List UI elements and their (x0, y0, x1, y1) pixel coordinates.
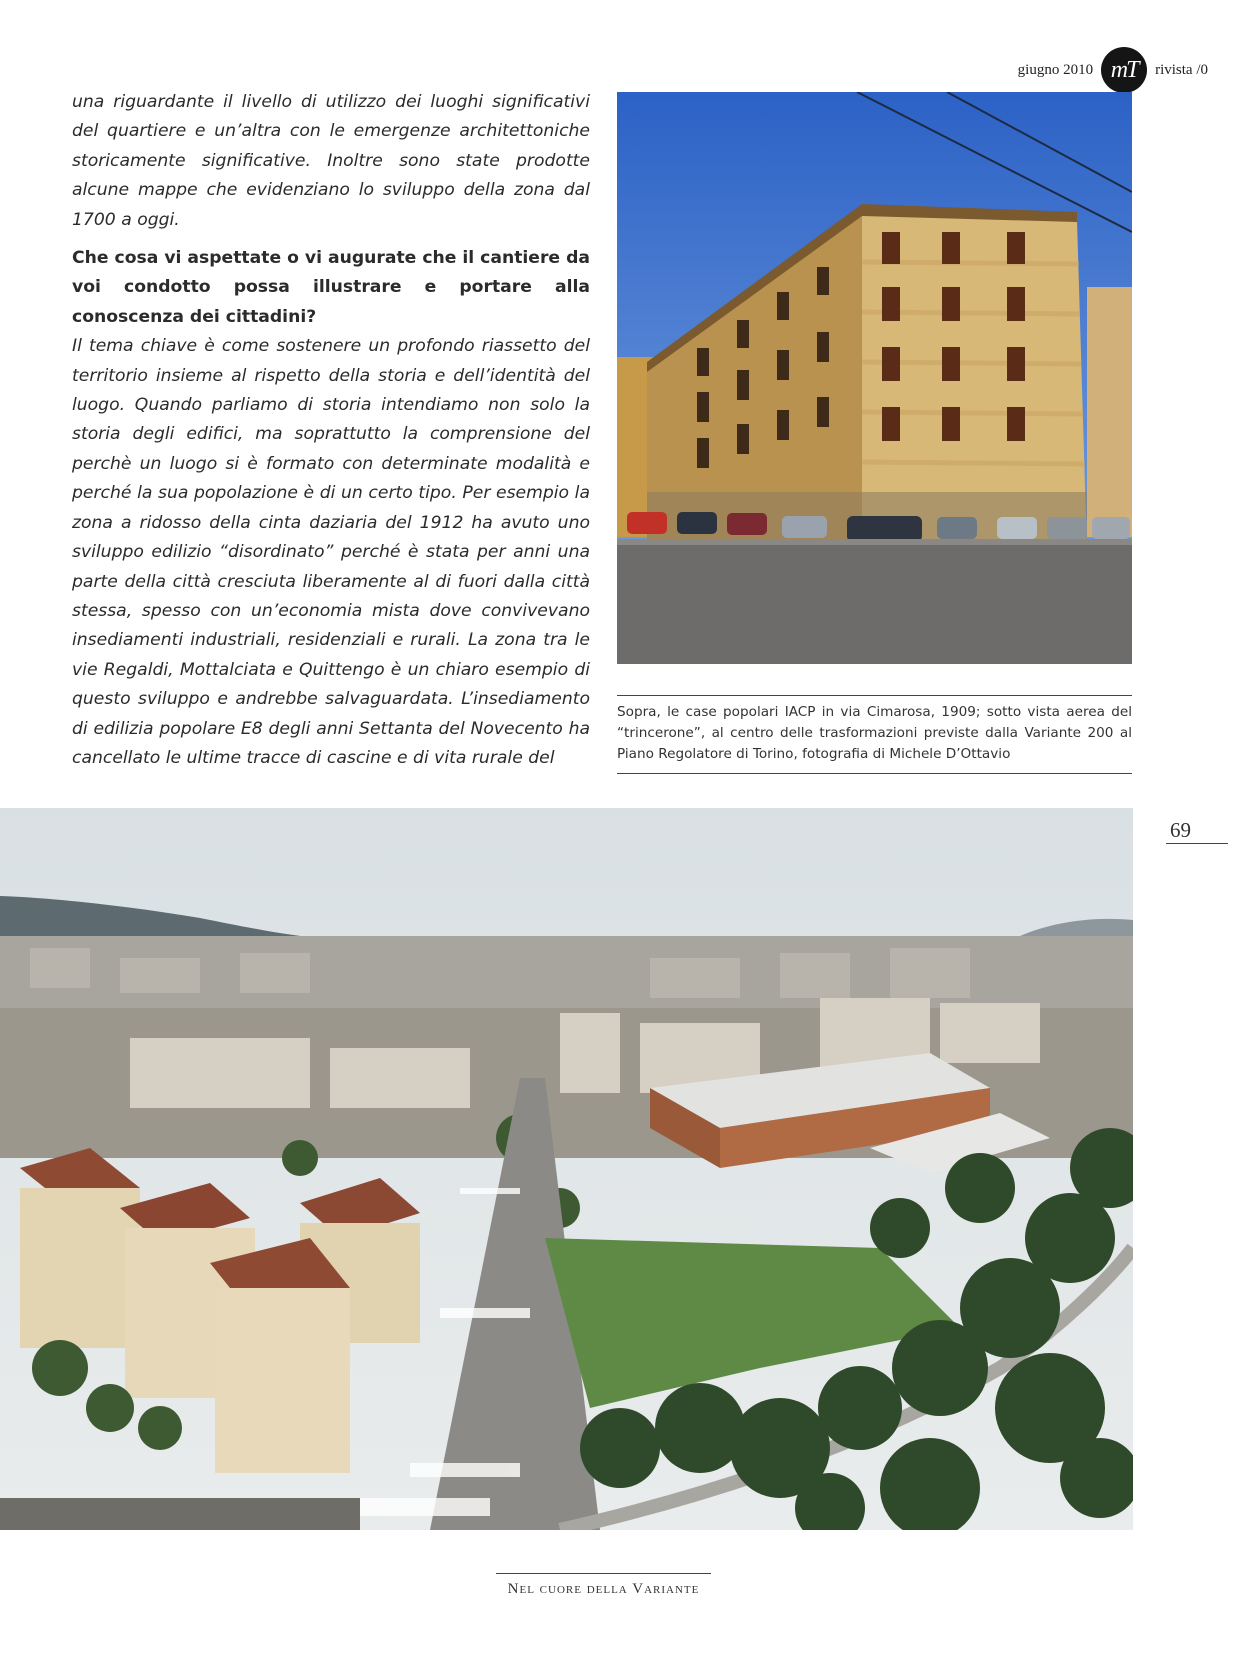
page-header (1018, 40, 1208, 100)
logo-text: mT (1110, 56, 1138, 83)
article-column (72, 88, 590, 773)
page-number: 69 (1166, 818, 1228, 844)
interview-question: Che cosa vi aspettate o vi augurate che il cantiere da voi condotto possa illustrare e portare alla conoscenza dei cittadini? (72, 248, 590, 327)
magazine-logo (1101, 47, 1147, 93)
issue-label: rivista /0 (1155, 61, 1208, 78)
photo-caption: Sopra, le case popolari IACP in via Cimarosa, 1909; sotto vista aerea del “trincerone”, al centro delle trasformazioni previste dalla Variante 200 al Piano Regolatore di Torino, fotografia di Michele D’Ottavio (617, 695, 1132, 774)
intro-paragraph: una riguardante il livello di utilizzo dei luoghi significativi del quartiere e un’altra con le emergenze architettoniche storicamente significative. Inoltre sono state prodotte alcune mappe che evidenziano lo sviluppo della zona dal 1700 a oggi. (72, 92, 590, 230)
page-footer: Nel cuore della Variante (496, 1573, 711, 1598)
interview-answer: Il tema chiave è come sostenere un profondo riassetto del territorio insieme al rispetto della storia e dell’identità del luogo. Quando parliamo di storia intendiamo non solo la storia degli edifici, ma soprattutto la comprensione del perchè un luogo si è formato con determinate modalità e perché la sua popolazione è di un certo tipo. Per esempio la zona a ridosso della cinta daziaria del 1912 ha avuto uno sviluppo edilizio “disordinato” perché è stata per anni una parte della città cresciuta liberamente al di fuori dalla città stessa, spesso con un’economia mista dove convivevano insediamenti industriali, residenziali e rurali. La zona tra le vie Regaldi, Mottalciata e Quittengo è un chiaro esempio di questo sviluppo e andrebbe salvaguardata. L’insediamento di edilizia popolare E8 degli anni Settanta del Novecento ha cancellato le ultime tracce di cascine e di vita rurale del (72, 336, 590, 768)
aerial-photo (0, 808, 1133, 1530)
building-photo (617, 92, 1132, 664)
issue-date: giugno 2010 (1017, 61, 1094, 78)
